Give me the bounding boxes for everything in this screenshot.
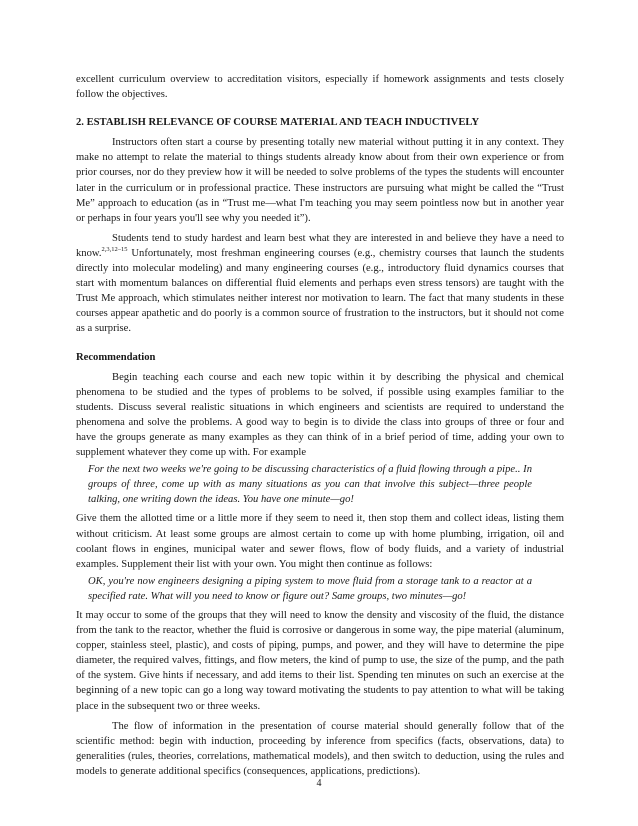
- continuation-paragraph: excellent curriculum overview to accreditation visitors, especially if homework assignments and tests closely follow the objectives.: [76, 74, 564, 101]
- paragraph-groups-need: It may occur to some of the groups that they will need to know the density and viscosity of the fluid, the distance from the tank to the reactor, whether the fluid is corrosive or dangerous in some way, the pipe material (aluminum, copper, stainless steel, plastic), and costs of piping, pumps, and power, and they will have to determine the pipe diameter, the required valves, fittings, and flow meters, the kind of pump to use, the size of the pump, and the path of the system. Give hints if necessary, and add items to their list. Spending ten minutes on such an exercise at the beginning of a new topic can go a long way toward motivating the students to pay attention to what will be taking place in the subsequent two or three weeks.: [76, 610, 564, 712]
- paragraph-motivation-text: Students tend to study hardest and learn best what they are interested in and believe they have a need to know.: [76, 232, 564, 259]
- quote-fluid-flow: For the next two weeks we're going to be discussing characteristics of a fluid flowing through a pipe.. In groups of three, come up with as many situations as you can that involve this subject—three people talking, one writing down the ideas. You have one minute—go!: [88, 464, 532, 506]
- section-heading: 2. ESTABLISH RELEVANCE OF COURSE MATERIAL AND TEACH INDUCTIVELY: [76, 117, 480, 129]
- paragraph-recommendation: Begin teaching each course and each new topic within it by describing the physical and chemical phenomena to be studied and the types of problems to be solved, if possible using examples familiar to the students. Discuss several realistic situations in which engineers and scientists are required to understand the phenomena and solve the problems. A good way to begin is to divide the class into groups of three or four and have the groups generate as many examples as they can think of in a brief period of time, adding your own to supplement whatever they come up with. For example: [76, 371, 564, 459]
- page-number: 4: [316, 778, 322, 789]
- paragraph-trust-me: Instructors often start a course by presenting totally new material without putting it in any context. They make no attempt to relate the material to things students already know about from their own experience or from prior courses, nor do they preview how it will be needed to solve problems of the types the students will encounter later in the curriculum or in professional practice. These instructors are pursuing what might be called the “Trust Me” approach to education (as in “Trust me—what I'm teaching you may seem pointless now but in another year or perhaps in four years you'll see why you needed it”).: [76, 137, 564, 224]
- document-page: [76, 72, 564, 779]
- quote-piping-system: OK, you're now engineers designing a piping system to move fluid from a storage tank to a reactor at a specified rate. What will you need to know or figure out? Same groups, two minutes—go!: [88, 575, 532, 602]
- paragraph-collect-ideas: Give them the allotted time or a little more if they seem to need it, then stop them and collect ideas, listing them without criticism. At least some groups are almost certain to come up with home plumbing, irrigation, oil and coolant flows in engines, municipal water and sewer flows, flow of body fluids, and a variety of industrial examples. Supplement their list with your own. You might then continue as follows:: [76, 513, 564, 570]
- paragraph-motivation: [76, 231, 564, 337]
- citation-superscript: 2,3,12–15: [101, 245, 128, 253]
- paragraph-scientific-method: The flow of information in the presentation of course material should generally follow that of the scientific method: begin with induction, proceeding by inference from specifics (facts, observations, data) to generalities (rules, theories, correlations, mathematical models), and then switch to deduction, using the rules and models to generate additional specifics (consequences, applications, predictions).: [76, 720, 564, 777]
- paragraph-motivation-text-continued: Unfortunately, most freshman engineering courses (e.g., chemistry courses that launch the students directly into molecular modeling) and many engineering courses (e.g., introductory fluid dynamics courses that start with momentum balances on differential fluid elements and perhaps even stress tensors) are taught with the Trust Me approach, which stimulates neither interest nor motivation to learn. The fact that many students in these courses appear apathetic and do poorly is a common source of frustration to the instructors, but it should not come as a surprise.: [76, 247, 564, 335]
- recommendation-heading: Recommendation: [76, 351, 156, 363]
